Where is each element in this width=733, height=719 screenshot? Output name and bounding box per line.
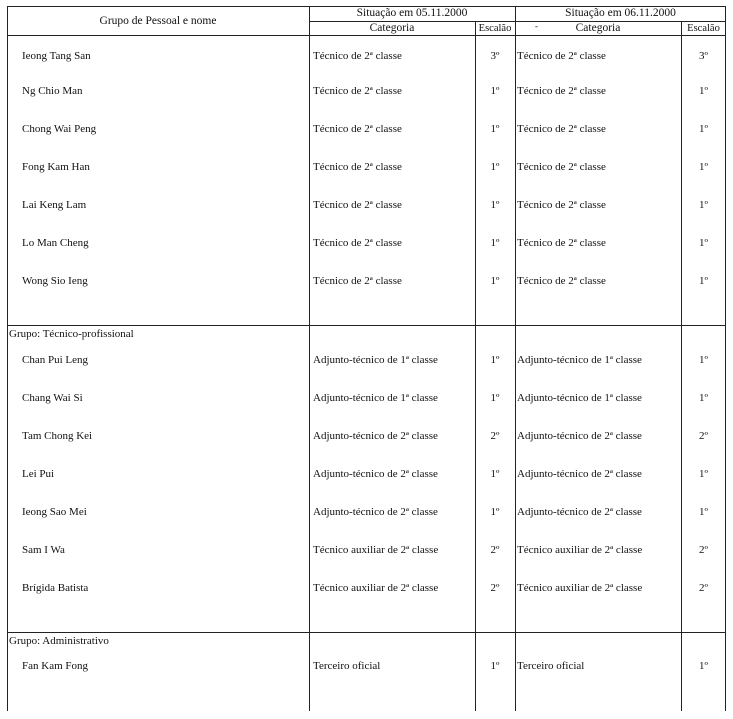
cell-categoria-after: Técnico auxiliar de 2ª classe xyxy=(517,582,643,594)
cell-categoria-after: Técnico de 2ª classe xyxy=(517,199,606,211)
cell-categoria-before: Técnico de 2ª classe xyxy=(313,85,402,97)
cell-escalao-after: 1º xyxy=(699,392,708,404)
cell-escalao-before: 1º xyxy=(490,660,500,672)
header-categoria-after: Categoria xyxy=(575,22,621,34)
cell-escalao-before: 3º xyxy=(490,50,500,62)
header-categoria-before: Categoria xyxy=(369,22,415,34)
cell-name: Chang Wai Si xyxy=(22,392,83,404)
cell-categoria-before: Técnico auxiliar de 2ª classe xyxy=(313,582,439,594)
cell-name: Sam I Wa xyxy=(22,544,65,556)
cell-categoria-before: Técnico de 2ª classe xyxy=(313,161,402,173)
cell-escalao-before: 1º xyxy=(490,161,500,173)
personnel-table xyxy=(7,6,726,711)
cell-escalao-before: 2º xyxy=(490,430,500,442)
cell-name: Ng Chio Man xyxy=(22,85,83,97)
cell-categoria-before: Técnico de 2ª classe xyxy=(313,275,402,287)
cell-categoria-after: Técnico de 2ª classe xyxy=(517,85,606,97)
cell-categoria-after: Técnico de 2ª classe xyxy=(517,50,606,62)
header-bottom-rule xyxy=(7,35,726,36)
cell-escalao-after: 2º xyxy=(699,430,708,442)
cell-categoria-after: Adjunto-técnico de 2ª classe xyxy=(517,430,642,442)
cell-categoria-after: Adjunto-técnico de 1ª classe xyxy=(517,392,642,404)
header-situation-before: Situação em 05.11.2000 xyxy=(356,7,468,19)
cell-categoria-before: Técnico de 2ª classe xyxy=(313,237,402,249)
cell-categoria-before: Técnico de 2ª classe xyxy=(313,199,402,211)
cell-categoria-before: Adjunto-técnico de 2ª classe xyxy=(313,430,438,442)
cell-name: Brígida Batista xyxy=(22,582,89,594)
cell-escalao-after: 1º xyxy=(699,199,708,211)
cell-escalao-before: 1º xyxy=(490,468,500,480)
cell-escalao-after: 1º xyxy=(699,237,708,249)
cell-categoria-after: Técnico de 2ª classe xyxy=(517,275,606,287)
cell-categoria-after: Técnico auxiliar de 2ª classe xyxy=(517,544,643,556)
cell-escalao-before: 1º xyxy=(490,392,500,404)
cell-escalao-before: 1º xyxy=(490,199,500,211)
cell-categoria-before: Terceiro oficial xyxy=(313,660,381,672)
cell-name: Ieong Tang San xyxy=(22,50,91,62)
cell-categoria-before: Adjunto-técnico de 2ª classe xyxy=(313,506,438,518)
cell-categoria-after: Adjunto-técnico de 2ª classe xyxy=(517,468,642,480)
cell-categoria-after: Adjunto-técnico de 1ª classe xyxy=(517,354,642,366)
cell-escalao-after: 2º xyxy=(699,582,708,594)
cell-escalao-after: 1º xyxy=(699,660,708,672)
cell-name: Fong Kam Han xyxy=(22,161,90,173)
cell-name: Tam Chong Kei xyxy=(22,430,93,442)
header-name-column: Grupo de Pessoal e nome xyxy=(99,15,217,27)
cell-escalao-before: 1º xyxy=(490,354,500,366)
cell-escalao-after: 1º xyxy=(699,123,708,135)
cell-escalao-before: 1º xyxy=(490,237,500,249)
group-label: Grupo: Administrativo xyxy=(9,635,109,647)
cell-name: Ieong Sao Mei xyxy=(22,506,87,518)
cell-escalao-after: 1º xyxy=(699,85,708,97)
cell-escalao-after: 1º xyxy=(699,468,708,480)
cell-name: Lo Man Cheng xyxy=(22,237,89,249)
cell-escalao-after: 1º xyxy=(699,161,708,173)
cell-categoria-after: Adjunto-técnico de 2ª classe xyxy=(517,506,642,518)
cell-escalao-before: 1º xyxy=(490,506,500,518)
section-rule-tecnico-profissional xyxy=(7,325,726,326)
cell-escalao-after: 1º xyxy=(699,354,708,366)
cell-categoria-before: Técnico auxiliar de 2ª classe xyxy=(313,544,439,556)
cell-categoria-after: Terceiro oficial xyxy=(517,660,585,672)
cell-categoria-after: Técnico de 2ª classe xyxy=(517,237,606,249)
cell-name: Chong Wai Peng xyxy=(22,123,97,135)
cell-escalao-before: 1º xyxy=(490,275,500,287)
cell-name: Chan Pui Leng xyxy=(22,354,88,366)
cell-categoria-after: Técnico de 2ª classe xyxy=(517,161,606,173)
stray-mark: - xyxy=(535,21,538,31)
cell-categoria-before: Adjunto-técnico de 1ª classe xyxy=(313,392,438,404)
header-escalao-after: Escalão xyxy=(687,23,720,34)
cell-categoria-before: Adjunto-técnico de 2ª classe xyxy=(313,468,438,480)
cell-escalao-before: 2º xyxy=(490,582,500,594)
cell-name: Fan Kam Fong xyxy=(22,660,88,672)
cell-escalao-after: 1º xyxy=(699,506,708,518)
section-rule-administrativo xyxy=(7,632,726,633)
cell-name: Lai Keng Lam xyxy=(22,199,87,211)
cell-name: Wong Sio Ieng xyxy=(22,275,88,287)
cell-escalao-before: 1º xyxy=(490,123,500,135)
divider-name xyxy=(309,6,310,711)
cell-categoria-before: Técnico de 2ª classe xyxy=(313,50,402,62)
cell-categoria-before: Adjunto-técnico de 1ª classe xyxy=(313,354,438,366)
group-label: Grupo: Técnico-profissional xyxy=(9,328,134,340)
cell-escalao-after: 2º xyxy=(699,544,708,556)
cell-escalao-after: 3º xyxy=(699,50,708,62)
cell-categoria-before: Técnico de 2ª classe xyxy=(313,123,402,135)
cell-escalao-after: 1º xyxy=(699,275,708,287)
cell-escalao-before: 1º xyxy=(490,85,500,97)
divider-before-after xyxy=(515,6,516,711)
cell-name: Lei Pui xyxy=(22,468,55,480)
cell-categoria-after: Técnico de 2ª classe xyxy=(517,123,606,135)
header-escalao-before: Escalão xyxy=(478,23,512,34)
cell-escalao-before: 2º xyxy=(490,544,500,556)
header-situation-after: Situação em 06.11.2000 xyxy=(565,7,676,19)
